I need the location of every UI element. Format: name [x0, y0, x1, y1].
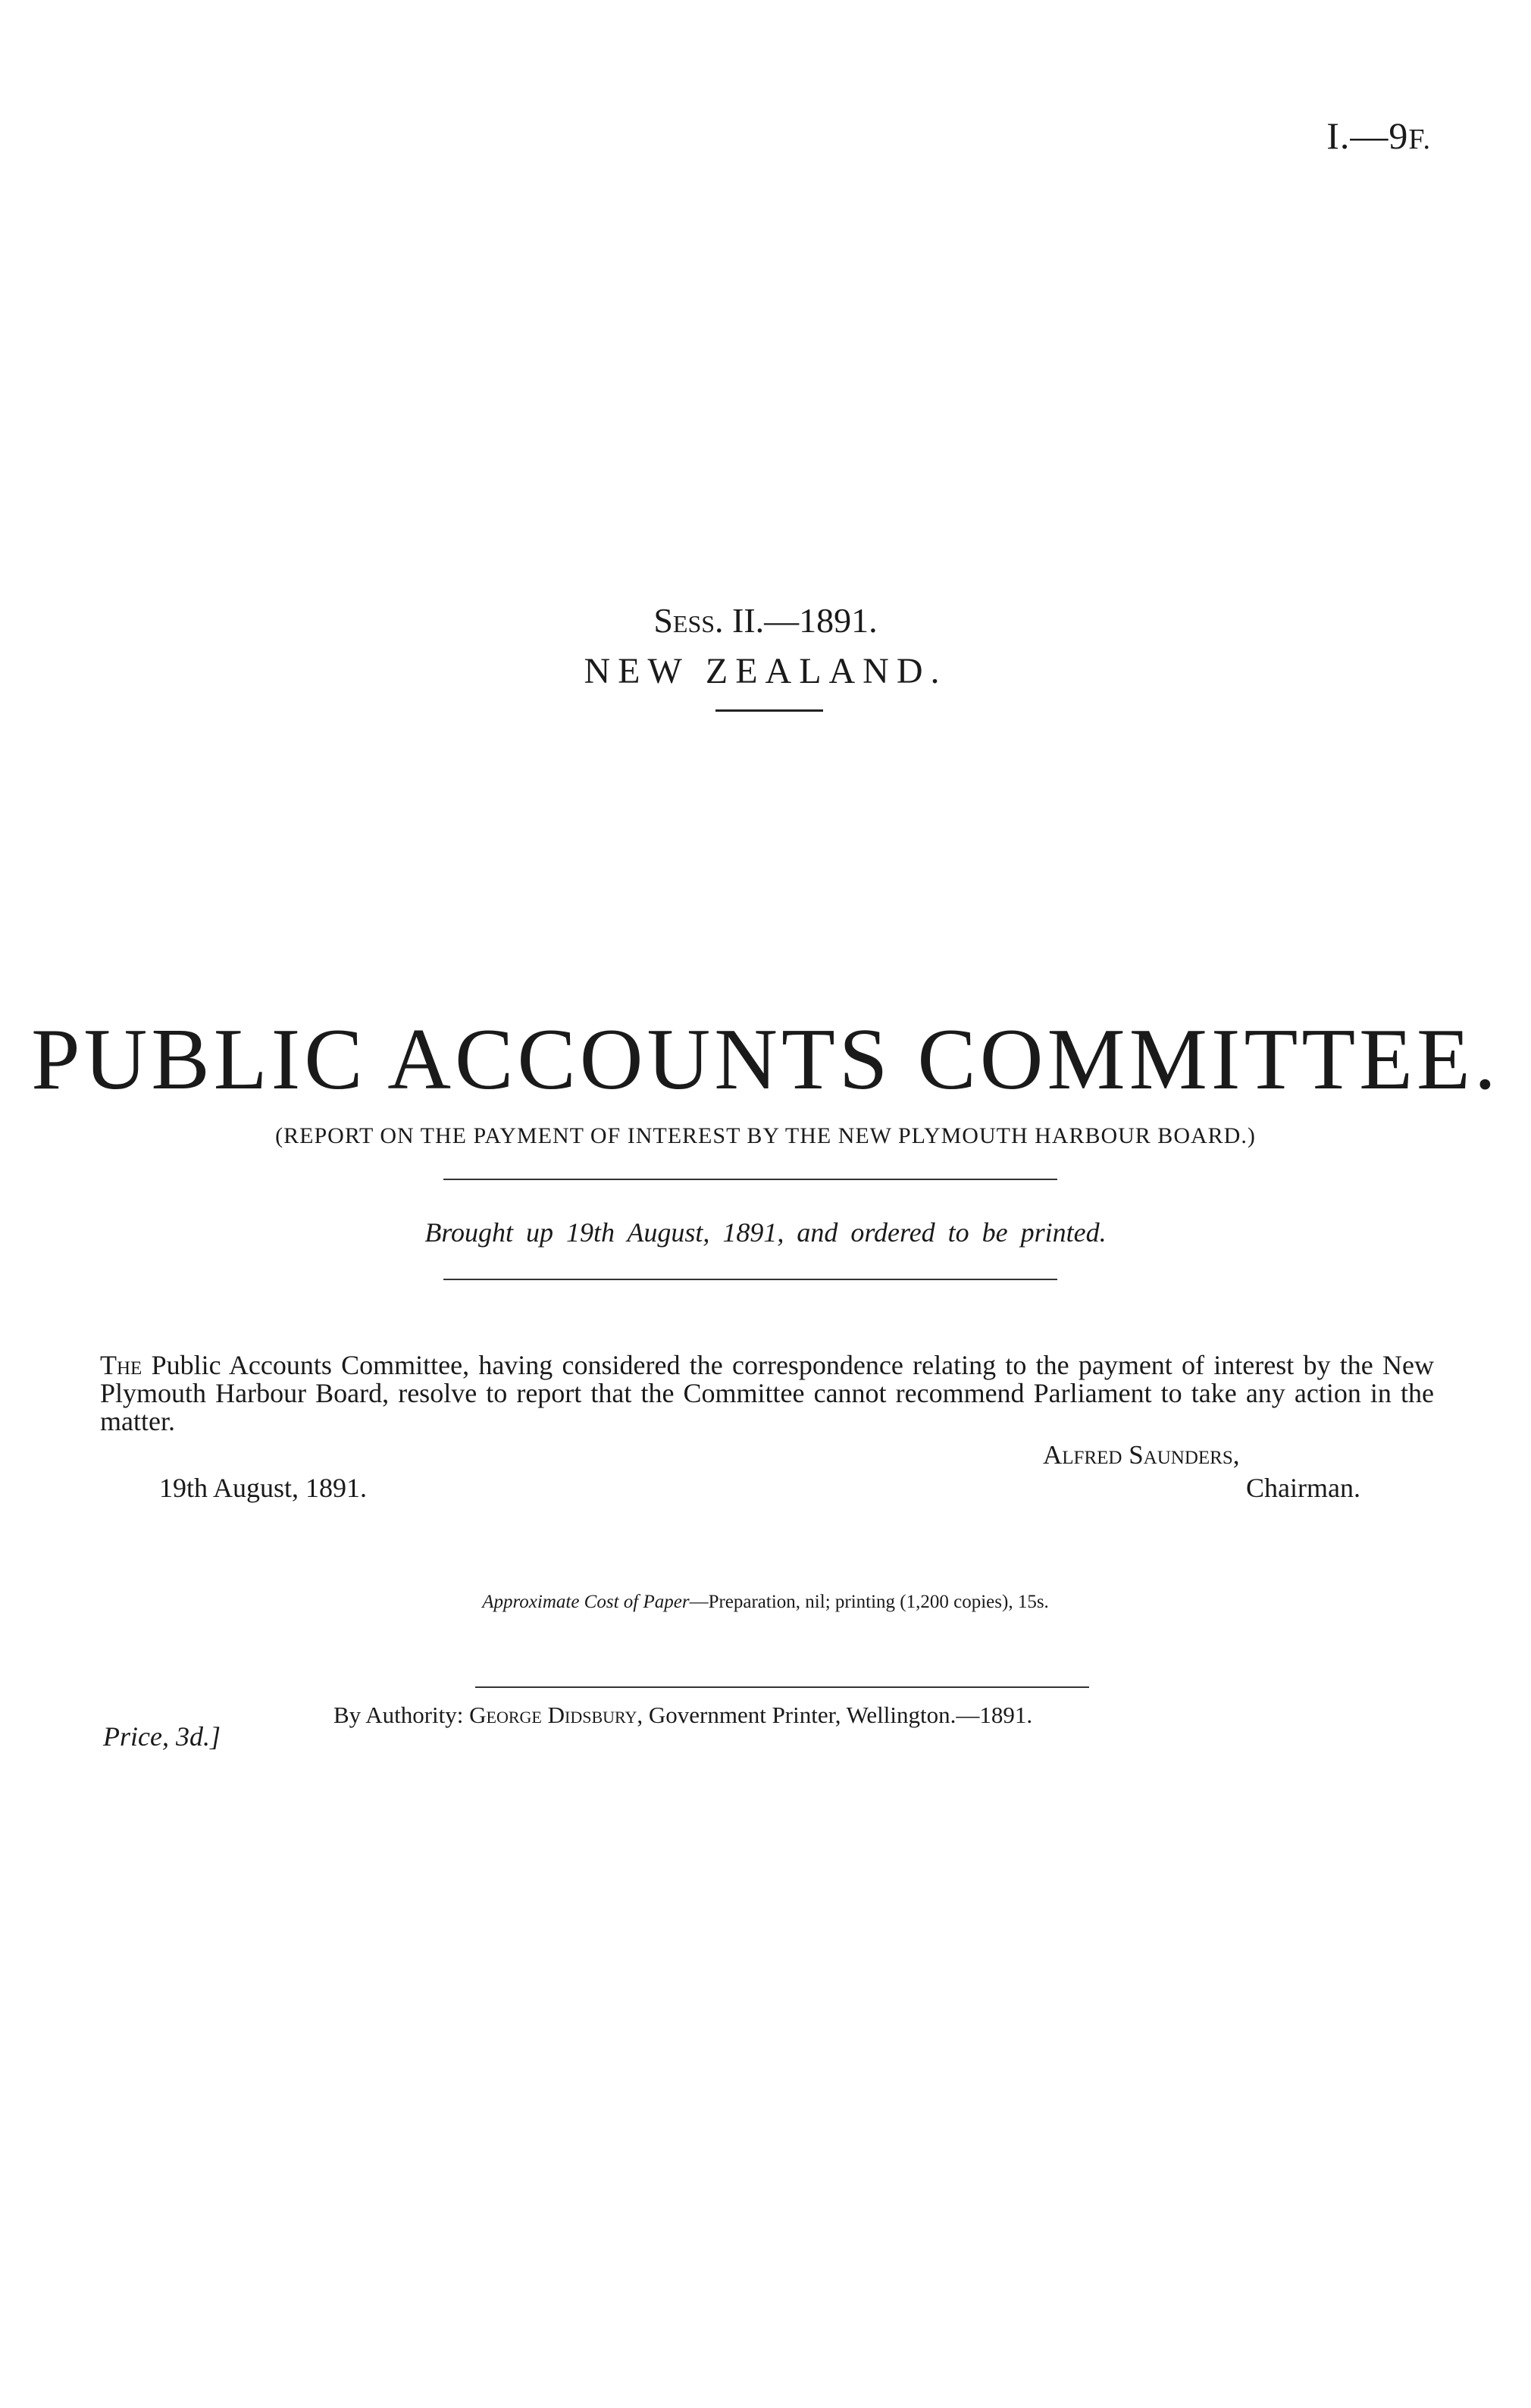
authority-suffix: , Government Printer, Wellington.—1891. [637, 1702, 1033, 1728]
signatory-name [1043, 1440, 1384, 1470]
report-date: 19th August, 1891. [159, 1473, 368, 1503]
cost-label: Approximate Cost of Paper [482, 1592, 690, 1612]
doc-ref-main: I.—9 [1326, 114, 1409, 157]
page-subtitle: (REPORT ON THE PAYMENT OF INTEREST BY THE NEW PLYMOUTH HARBOUR BOARD.) [275, 1123, 1256, 1148]
document-reference [1326, 114, 1431, 158]
doc-ref-suffix: F. [1408, 124, 1431, 155]
session-label-period: . [715, 601, 724, 640]
authority-line [333, 1702, 1032, 1729]
price-label: Price, 3d.] [103, 1721, 221, 1752]
report-text: Public Accounts Committee, having considered the correspondence relating to the payment of interest by the New Plymouth Harbour Board, resolve to report that the Committee cannot recommend Parliament to take any action in the matter. [100, 1350, 1434, 1436]
country-heading: NEW ZEALAND. [584, 651, 947, 691]
session-label: Sess [653, 601, 715, 640]
report-lead-word: The [100, 1350, 142, 1380]
divider [443, 1179, 1057, 1180]
divider [443, 1279, 1057, 1280]
page-title: PUBLIC ACCOUNTS COMMITTEE. [31, 1011, 1500, 1108]
report-paragraph [100, 1351, 1434, 1436]
brought-up-note: Brought up 19th August, 1891, and ordered to be printed. [424, 1217, 1107, 1248]
divider [715, 709, 823, 712]
signatory-name-text: Alfred Saunders, [1043, 1440, 1240, 1470]
printer-name: George Didsbury [469, 1702, 637, 1728]
session-line [0, 600, 1531, 640]
cost-of-paper [0, 1592, 1531, 1613]
authority-prefix: By Authority: [333, 1702, 470, 1728]
session-number: II.—1891. [723, 601, 878, 640]
divider [475, 1686, 1089, 1688]
signatory-role: Chairman. [1246, 1473, 1360, 1503]
cost-text: —Preparation, nil; printing (1,200 copies), 15s. [689, 1592, 1049, 1612]
